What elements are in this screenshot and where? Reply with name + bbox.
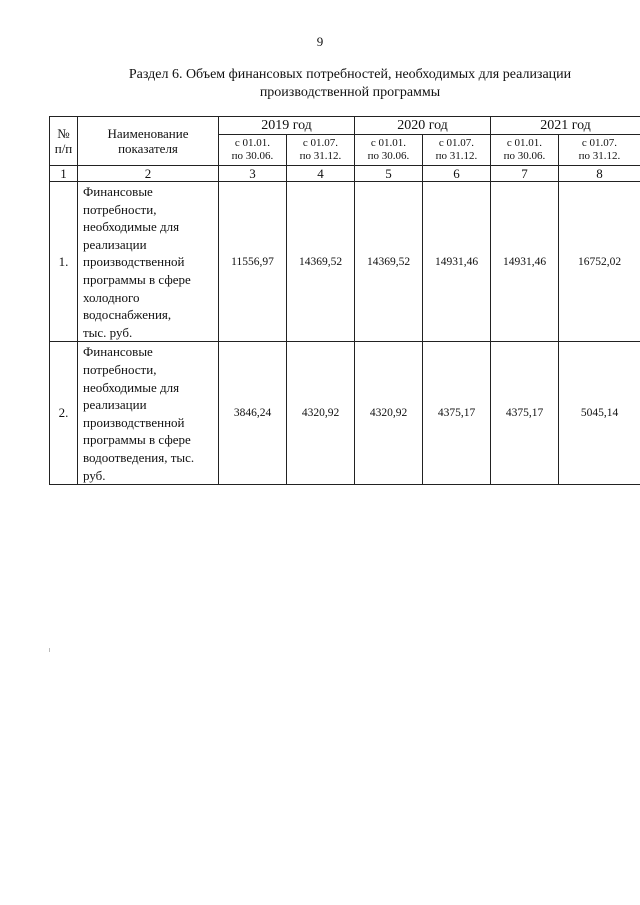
period-from: с 01.07. <box>581 137 618 149</box>
name-line: руб. <box>83 467 106 483</box>
name-line: реализации <box>83 397 147 413</box>
header-period <box>491 135 559 166</box>
financial-needs-table <box>49 116 640 485</box>
name-line: Финансовые <box>83 184 153 199</box>
page-number: 9 <box>316 34 324 49</box>
header-period <box>355 135 423 166</box>
header-period <box>423 135 491 166</box>
value-cell: 4320,92 <box>287 342 355 485</box>
value-cell: 14931,46 <box>491 182 559 342</box>
header-year-2020: 2020 год <box>355 117 491 135</box>
section-title-line-1: Раздел 6. Объем финансовых потребностей, необходимых для реализации <box>128 67 572 82</box>
column-index-row <box>50 166 640 182</box>
value-cell: 4375,17 <box>491 342 559 485</box>
value-cell: 16752,02 <box>559 182 640 342</box>
header-indicator-name <box>78 117 219 166</box>
column-index: 1 <box>50 166 78 182</box>
section-title-line-2: производственной программы <box>259 85 441 100</box>
period-to: по 30.06. <box>231 150 274 162</box>
period-from: с 01.01. <box>234 137 271 149</box>
name-line: реализации <box>83 236 147 252</box>
value-cell: 11556,97 <box>219 182 287 342</box>
header-period <box>559 135 640 166</box>
header-number-line-2: п/п <box>54 141 73 156</box>
name-line: потребности, <box>83 201 157 217</box>
name-line: водоотведения, тыс. <box>83 449 195 465</box>
name-line: Финансовые <box>83 344 153 360</box>
period-from: с 01.07. <box>438 137 475 149</box>
period-from: с 01.01. <box>370 137 407 149</box>
name-line: тыс. руб. <box>83 324 133 340</box>
column-index: 4 <box>287 166 355 182</box>
row-indicator-name <box>78 342 219 485</box>
period-from: с 01.01. <box>506 137 543 149</box>
header-number-line-1: № <box>57 126 70 141</box>
column-index: 3 <box>219 166 287 182</box>
period-to: по 31.12. <box>578 150 621 162</box>
value-cell: 5045,14 <box>559 342 640 485</box>
header-name-line-2: показателя <box>118 141 178 156</box>
name-line: производственной <box>83 254 185 270</box>
name-line: холодного <box>83 289 140 305</box>
period-from: с 01.07. <box>302 137 339 149</box>
row-number: 2. <box>50 342 78 485</box>
name-line: потребности, <box>83 361 157 377</box>
name-line: программы в сфере <box>83 432 191 448</box>
row-number: 1. <box>50 182 78 342</box>
column-index: 2 <box>78 166 219 182</box>
header-year-2021: 2021 год <box>491 117 640 135</box>
value-cell: 14931,46 <box>423 182 491 342</box>
value-cell: 14369,52 <box>287 182 355 342</box>
value-cell: 4320,92 <box>355 342 423 485</box>
header-number <box>50 117 78 166</box>
column-index: 6 <box>423 166 491 182</box>
section-title <box>60 66 640 102</box>
value-cell: 4375,17 <box>423 342 491 485</box>
column-index: 5 <box>355 166 423 182</box>
table-row <box>50 342 640 485</box>
value-cell: 3846,24 <box>219 342 287 485</box>
period-to: по 31.12. <box>299 150 342 162</box>
header-year-2019: 2019 год <box>219 117 355 135</box>
table-row <box>50 182 640 342</box>
header-period <box>287 135 355 166</box>
header-row-years <box>50 117 640 135</box>
row-indicator-name <box>78 182 219 342</box>
name-line: производственной <box>83 414 185 430</box>
name-line: водоснабжения, <box>83 307 172 323</box>
column-index: 8 <box>559 166 640 182</box>
value-cell: 14369,52 <box>355 182 423 342</box>
period-to: по 30.06. <box>503 150 546 162</box>
period-to: по 30.06. <box>367 150 410 162</box>
name-line: программы в сфере <box>83 271 191 287</box>
header-name-line-1: Наименование <box>107 126 189 141</box>
header-period <box>219 135 287 166</box>
period-to: по 31.12. <box>435 150 478 162</box>
name-line: необходимые для <box>83 219 180 235</box>
name-line: необходимые для <box>83 379 180 395</box>
scan-artifact-mark <box>49 648 50 652</box>
column-index: 7 <box>491 166 559 182</box>
